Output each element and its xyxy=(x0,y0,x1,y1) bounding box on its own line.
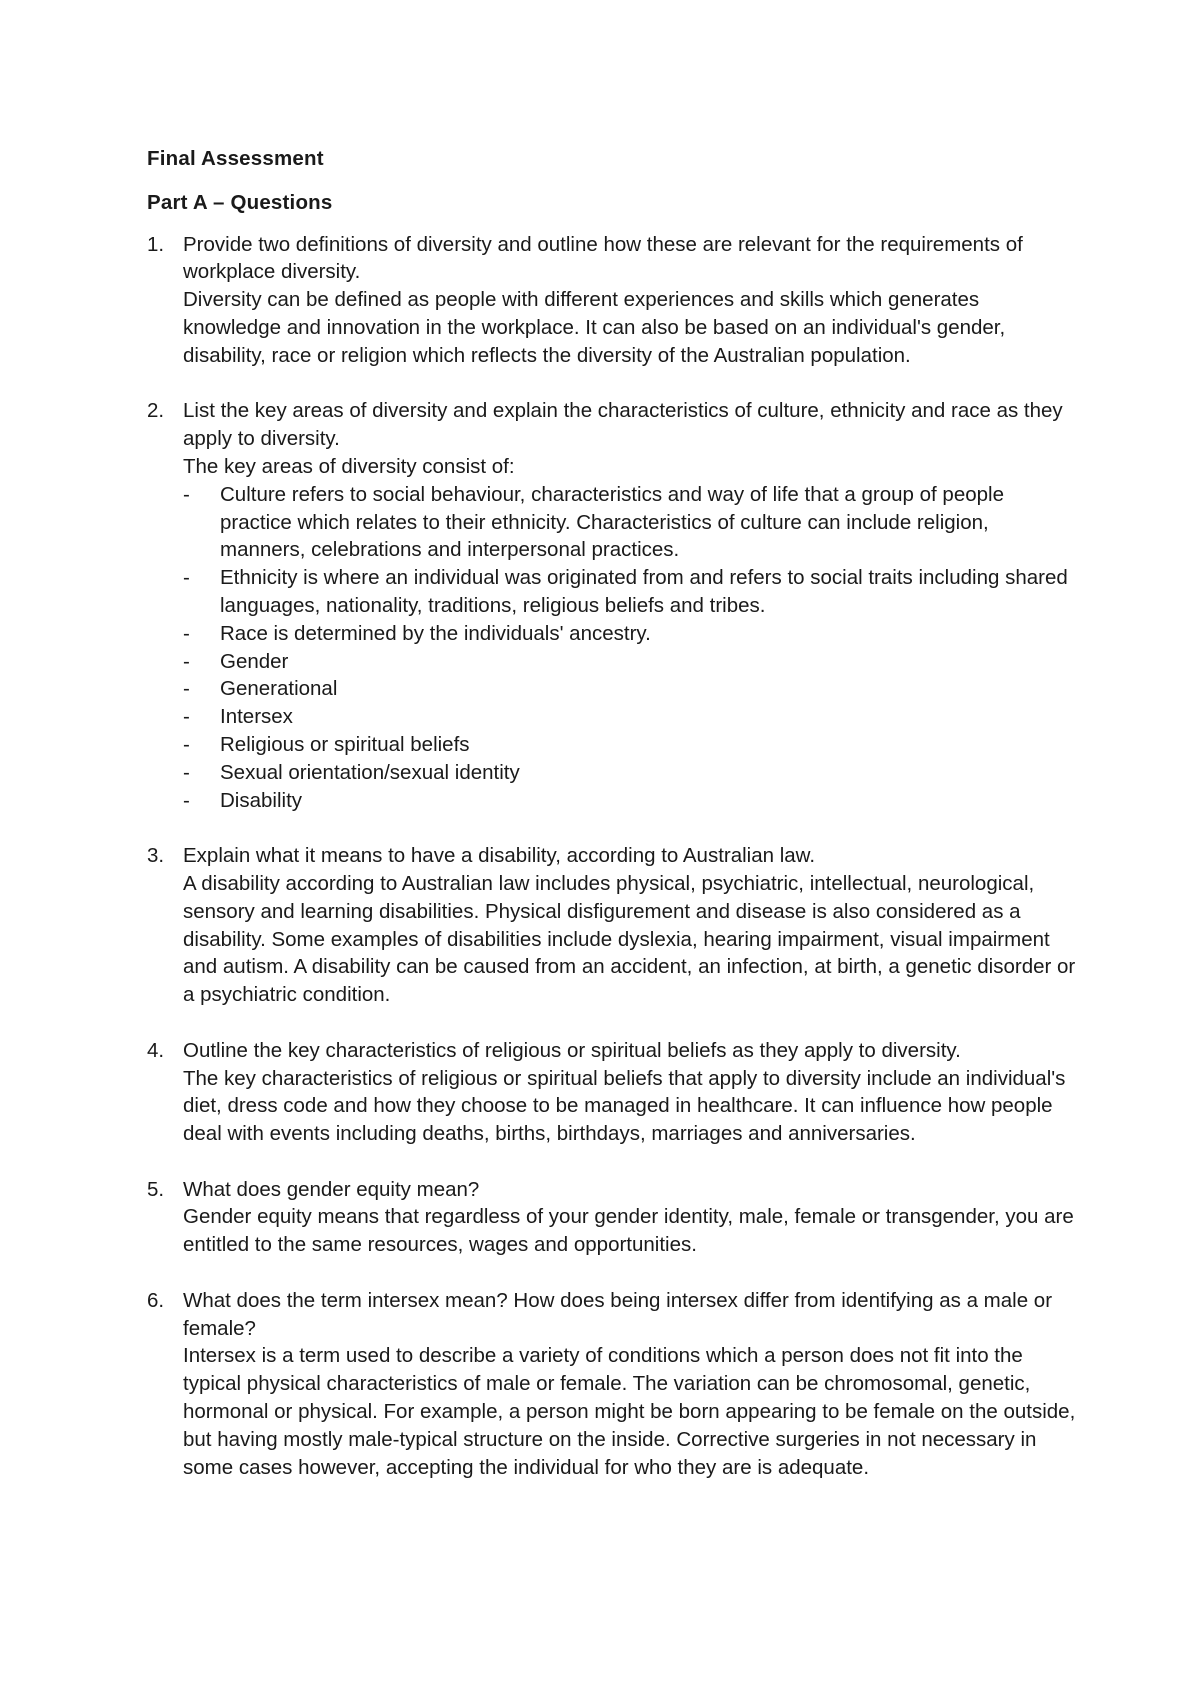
question-4 xyxy=(147,1037,1077,1148)
diversity-areas-list xyxy=(183,481,1077,815)
list-item xyxy=(183,481,1077,564)
list-item-text: Culture refers to social behaviour, characteristics and way of life that a group of people practice which relates to their ethnicity. Characteristics of culture can include religion, manners, celebrations and interpersonal practices. xyxy=(220,482,1004,562)
answer-text: Gender equity means that regardless of your gender identity, male, female or transgender, you are entitled to the same resources, wages and opportunities. xyxy=(183,1205,1074,1257)
list-item-text: Sexual orientation/sexual identity xyxy=(220,760,520,784)
question-number: 2. xyxy=(147,399,165,423)
list-item-text: Disability xyxy=(220,788,303,812)
answer-text: A disability according to Australian law includes physical, psychiatric, intellectual, neurological, sensory and learning disabilities. Physical disfigurement and disease is also considered as a disability. Some examples of disabilities include dyslexia, hearing impairment, visual impairment and autism. A disability can be caused from an accident, an infection, at birth, a genetic disorder or a psychiatric condition. xyxy=(183,871,1076,1007)
list-item xyxy=(183,787,1077,815)
list-item-text: Gender xyxy=(220,649,289,673)
question-number: 4. xyxy=(147,1038,165,1062)
bullet-dash: - xyxy=(183,482,190,506)
answer-intro: The key areas of diversity consist of: xyxy=(183,454,515,478)
question-text: Provide two definitions of diversity and outline how these are relevant for the requirements of workplace diversity. xyxy=(183,232,1023,284)
bullet-dash: - xyxy=(183,788,190,812)
answer-text: Intersex is a term used to describe a variety of conditions which a person does not fit into the typical physical characteristics of male or female. The variation can be chromosomal, genetic, hormonal or physical. For example, a person might be born appearing to be female on the outside, but having mostly male-typical structure on the inside. Corrective surgeries in not necessary in some cases however, accepting the individual for who they are is adequate. xyxy=(183,1344,1076,1479)
question-6 xyxy=(147,1287,1077,1482)
list-item xyxy=(183,759,1077,787)
bullet-dash: - xyxy=(183,760,190,784)
list-item-text: Intersex xyxy=(220,705,293,729)
part-heading: Part A – Questions xyxy=(147,190,333,214)
list-item xyxy=(183,564,1077,620)
bullet-dash: - xyxy=(183,677,190,701)
question-3 xyxy=(147,842,1077,1009)
bullet-dash: - xyxy=(183,732,190,756)
list-item xyxy=(183,675,1077,703)
answer-text: Diversity can be defined as people with different experiences and skills which generates knowledge and innovation in the workplace. It can also be based on an individual's gender, disability, race or religion which reflects the diversity of the Australian population. xyxy=(183,288,1006,367)
list-item-text: Ethnicity is where an individual was originated from and refers to social traits including shared languages, nationality, traditions, religious beliefs and tribes. xyxy=(220,566,1068,617)
question-number: 1. xyxy=(147,232,165,256)
question-2 xyxy=(147,397,1077,814)
answer-text: The key characteristics of religious or spiritual beliefs that apply to diversity include an individual's diet, dress code and how they choose to be managed in healthcare. It can influence how people deal with events including deaths, births, birthdays, marriages and anniversaries. xyxy=(183,1066,1066,1146)
list-item-text: Generational xyxy=(220,677,338,701)
question-number: 3. xyxy=(147,844,165,868)
list-item xyxy=(183,731,1077,759)
bullet-dash: - xyxy=(183,705,190,729)
list-item xyxy=(183,648,1077,676)
question-text: Outline the key characteristics of religious or spiritual beliefs as they apply to diversity. xyxy=(183,1038,961,1062)
question-text: List the key areas of diversity and explain the characteristics of culture, ethnicity and race as they apply to diversity. xyxy=(183,399,1063,451)
question-number: 5. xyxy=(147,1177,165,1201)
question-text: What does gender equity mean? xyxy=(183,1177,480,1201)
list-item-text: Religious or spiritual beliefs xyxy=(220,732,470,756)
question-5 xyxy=(147,1176,1077,1259)
bullet-dash: - xyxy=(183,621,190,645)
question-text: What does the term intersex mean? How does being intersex differ from identifying as a male or female? xyxy=(183,1288,1053,1340)
question-1 xyxy=(147,231,1077,370)
list-item xyxy=(183,703,1077,731)
document-body xyxy=(147,145,1077,1509)
list-item xyxy=(183,620,1077,648)
question-number: 6. xyxy=(147,1288,165,1312)
bullet-dash: - xyxy=(183,649,190,673)
question-text: Explain what it means to have a disability, according to Australian law. xyxy=(183,844,816,868)
list-item-text: Race is determined by the individuals' ancestry. xyxy=(220,621,651,645)
document-title: Final Assessment xyxy=(147,147,324,170)
bullet-dash: - xyxy=(183,566,190,590)
